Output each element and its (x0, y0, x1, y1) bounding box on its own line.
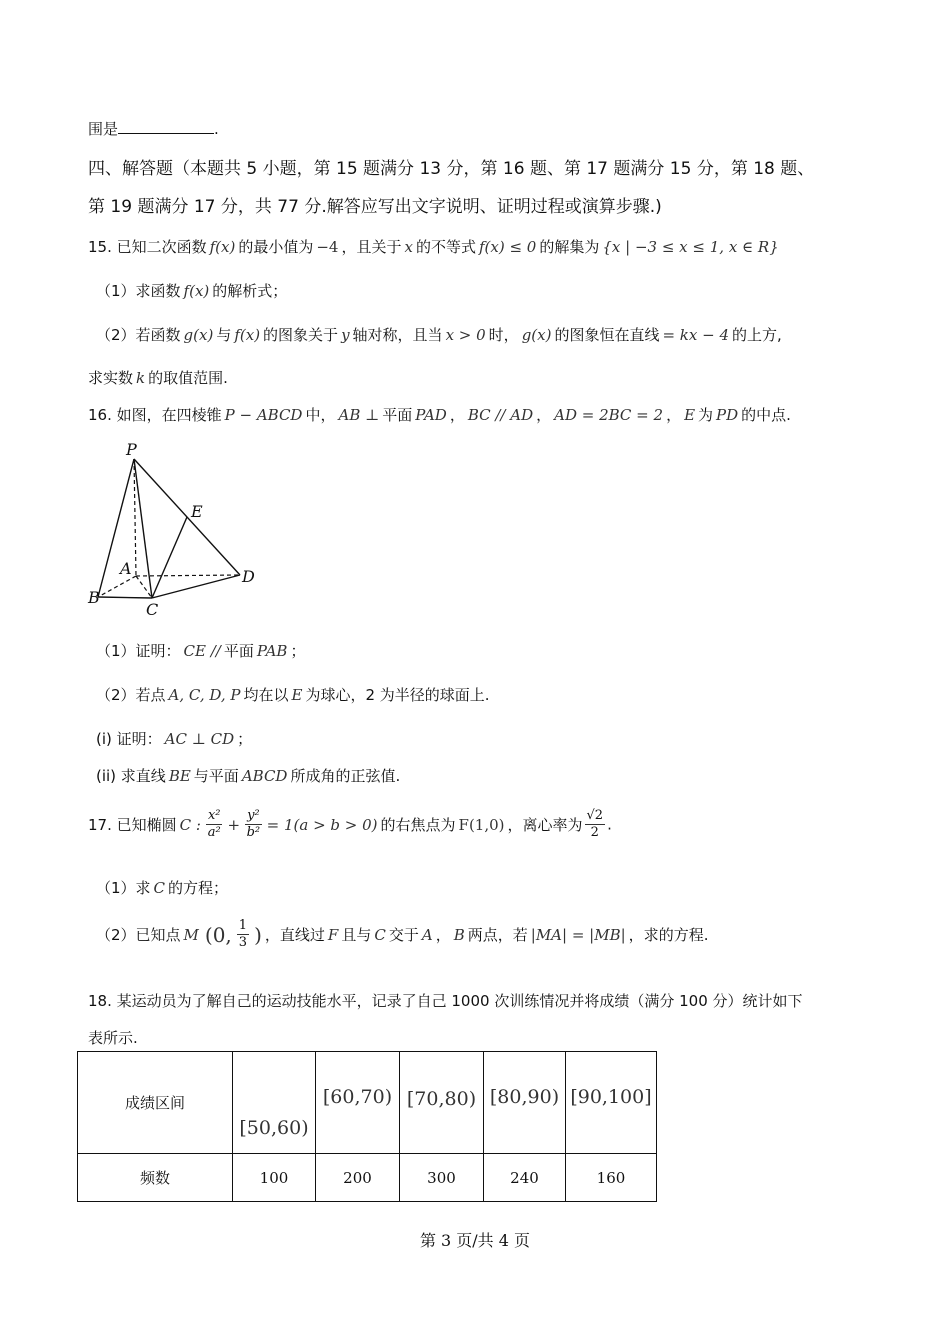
edge-CD (152, 575, 240, 598)
label-D: D (242, 567, 255, 586)
q15-part1: （1）求函数 f(x) 的解析式； (96, 282, 288, 300)
section-header-line2: 第 19 题满分 17 分，共 77 分.解答应写出文字说明、证明过程或演算步骤.) (88, 197, 662, 217)
prev-question-tail: 围是 . (88, 120, 219, 138)
q15-part2: （2）若函数 g(x) 与 f(x) 的图象关于 y 轴对称，且当 x > 0 时， g(x) 的图象恒在直线 = kx − 4 的上方, (96, 326, 782, 344)
edge-CE (152, 517, 187, 598)
q17-stem: 17. 已知椭圆 C : $\frac{\text{x²}}{\text{a²}}$ + $\frac{\text{y²}}{\text{b²}}$ = 1(a > b > 0) 的右焦点为 F(1,0) ，离心率为 $\frac{√2}{2}$ . (88, 808, 612, 840)
edge-AB (98, 576, 136, 597)
table-cell: 100 (233, 1154, 316, 1202)
fraction-eccentricity: $\frac{√2}{2}$ (586, 808, 604, 840)
label-E: E (191, 502, 203, 521)
table-header-interval: 成绩区间 (78, 1052, 233, 1154)
q18-stem-line2: 表所示. (88, 1029, 138, 1047)
table-cell: 200 (316, 1154, 400, 1202)
table-cell: [70,80) (400, 1052, 484, 1154)
label-C: C (146, 600, 159, 619)
fraction-y: $\frac{\text{y²}}{\text{b²}}$ (246, 808, 261, 840)
label-A: A (120, 559, 132, 578)
label-P: P (126, 440, 137, 459)
table-cell: 240 (484, 1154, 566, 1202)
page-footer: 第 3 页/共 4 页 (419, 1231, 531, 1250)
q18-stem-line1: 18. 某运动员为了解自己的运动技能水平，记录了自己 1000 次训练情况并将成绩（满分 100 分）统计如下 (88, 992, 803, 1010)
fraction-one-third: $\frac{1}{3}$ (238, 918, 248, 950)
q17-part2: （2）已知点 M (0, $\frac{1}{3}$ ) ，直线过 F 且与 C 交于 A ， B 两点，若 |MA| = |MB| ，求的方程. (96, 918, 709, 950)
edge-BC (98, 597, 152, 598)
q16-stem: 16. 如图，在四棱锥 P − ABCD 中， AB ⊥ 平面 PAD ， BC // AD ， AD = 2BC = 2 ， E 为 PD 的中点. (88, 406, 791, 424)
table-cell: 300 (400, 1154, 484, 1202)
table-cell: [80,90) (484, 1052, 566, 1154)
answer-blank (118, 119, 214, 134)
edge-AD (136, 575, 240, 576)
table-row (78, 1154, 657, 1202)
pyramid-figure (80, 435, 270, 620)
q16-part2-i: (i) 证明： AC ⊥ CD ； (96, 730, 253, 748)
q17-part1: （1）求 C 的方程； (96, 879, 229, 897)
table-cell: [90,100] (566, 1052, 657, 1154)
table-cell: [50,60) (233, 1052, 316, 1154)
section-header-line1: 四、解答题（本题共 5 小题，第 15 题满分 13 分，第 16 题、第 17 题满分 15 分，第 18 题、 (88, 159, 815, 179)
score-table (77, 1051, 657, 1202)
table-row (78, 1052, 657, 1154)
q16-part2-ii: (ii) 求直线 BE 与平面 ABCD 所成角的正弦值. (96, 767, 401, 785)
q16-part2: （2）若点 A, C, D, P 均在以 E 为球心，2 为半径的球面上. (96, 686, 490, 704)
table-header-frequency: 频数 (78, 1154, 233, 1202)
table-cell: 160 (566, 1154, 657, 1202)
fraction-x: $\frac{\text{x²}}{\text{a²}}$ (207, 808, 221, 840)
q16-part1: （1）证明： CE // 平面 PAB ； (96, 642, 306, 660)
q15-part2-cont: 求实数 k 的取值范围. (88, 369, 228, 387)
label-B: B (88, 588, 100, 607)
table-cell: [60,70) (316, 1052, 400, 1154)
q15-stem: 15. 已知二次函数 f(x) 的最小值为 −4 ，且关于 x 的不等式 f(x) ≤ 0 的解集为 {x | −3 ≤ x ≤ 1, x ∈ R} (88, 238, 779, 256)
